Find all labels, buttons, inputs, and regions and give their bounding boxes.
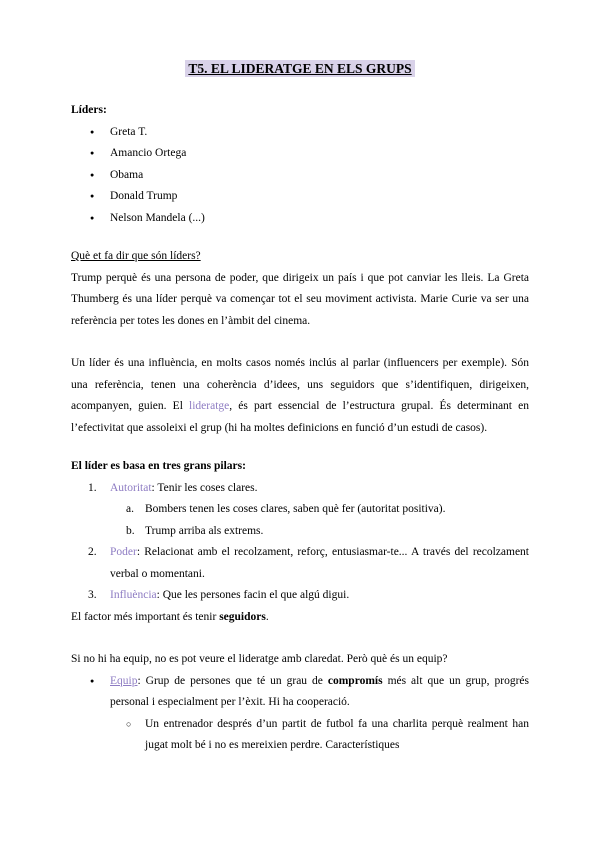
leaders-heading: Líders: bbox=[71, 104, 107, 116]
list-item bbox=[71, 122, 529, 144]
paragraph-text: Un líder és una influència, en molts casos només inclús al parlar (influencers per exemple). Són una referència, tenen una coherència d’idees, uns seguidors que s’identifiquen, dirigeixen, acompanyen, guien. El bbox=[71, 357, 529, 412]
pillar-sublist bbox=[110, 499, 529, 542]
list-item bbox=[110, 714, 529, 757]
list-item bbox=[71, 478, 529, 543]
list-item bbox=[71, 542, 529, 585]
factor-line bbox=[71, 607, 529, 629]
team-def-text: més alt que un grup, progrés personal i especialment per l’èxit. Hi ha cooperació. bbox=[110, 674, 529, 708]
factor-bold: seguidors bbox=[219, 610, 266, 623]
equip-link[interactable]: Equip bbox=[110, 674, 138, 687]
pillars-heading: El líder es basa en tres grans pilars: bbox=[71, 460, 246, 472]
list-item-text: Un entrenador després d’un partit de futbol fa una charlita perquè realment han jugat molt bé i no es mereixien perdre. Característiques bbox=[145, 717, 529, 751]
factor-text: El factor més important és tenir bbox=[71, 610, 220, 623]
pillar-term: Influència bbox=[110, 589, 157, 601]
question-heading bbox=[71, 246, 529, 268]
paragraph-text: , és part essencial de l’estructura grupal. És determinant en l’efectivitat que assoleixi el grup (hi ha moltes definicions en funció d’un estudi de casos). bbox=[71, 400, 529, 434]
list-item bbox=[110, 499, 529, 521]
paragraph bbox=[71, 353, 529, 439]
list-item bbox=[71, 208, 529, 230]
factor-text: . bbox=[265, 610, 269, 623]
pillar-term: Autoritat bbox=[110, 481, 152, 494]
paragraph: Trump perquè és una persona de poder, que dirigeix un país i que pot canviar les lleis. La Greta Thumberg és una líder perquè va començar tot el seu moviment activista. Marie Curie va ser una referència per totes les dones en l’àmbit del cinema. bbox=[71, 271, 529, 327]
pillar-text: : Relacionat amb el recolzament, reforç, entusiasmar-te... A través del recolzament verbal o momentani. bbox=[110, 546, 529, 580]
lideratge-link[interactable]: lideratge bbox=[189, 400, 230, 412]
list-item-text: Trump arriba als extrems. bbox=[145, 524, 264, 537]
team-sublist bbox=[110, 714, 529, 757]
team-list bbox=[71, 671, 529, 757]
team-def-bold: compromís bbox=[327, 674, 383, 687]
list-item-text: Donald Trump bbox=[110, 190, 178, 202]
pillar-term: Poder bbox=[110, 546, 137, 558]
list-item bbox=[71, 143, 529, 165]
list-item bbox=[71, 585, 529, 607]
list-item-text: Greta T. bbox=[110, 125, 148, 138]
list-item bbox=[71, 671, 529, 757]
list-item bbox=[71, 186, 529, 208]
team-def-text: : Grup de persones que té un grau de bbox=[137, 674, 328, 687]
leaders-list bbox=[71, 122, 529, 230]
team-question: Si no hi ha equip, no es pot veure el lideratge amb claredat. Però què és un equip? bbox=[71, 653, 448, 665]
list-item-text: Obama bbox=[110, 168, 144, 181]
pillar-text: : Tenir les coses clares. bbox=[151, 481, 258, 494]
page-title bbox=[71, 58, 529, 80]
page-title-text: T5. EL LIDERATGE EN ELS GRUPS bbox=[185, 60, 414, 77]
pillars-list bbox=[71, 478, 529, 607]
list-item-text: Nelson Mandela (...) bbox=[110, 211, 205, 224]
list-item bbox=[110, 521, 529, 543]
list-item bbox=[71, 165, 529, 187]
question-heading-text: Què et fa dir que són líders? bbox=[71, 250, 201, 262]
pillar-text: : Que les persones facin el que algú digui. bbox=[156, 589, 350, 601]
list-item-text: Amancio Ortega bbox=[110, 147, 187, 159]
list-item-text: Bombers tenen les coses clares, saben què fer (autoritat positiva). bbox=[145, 503, 446, 515]
